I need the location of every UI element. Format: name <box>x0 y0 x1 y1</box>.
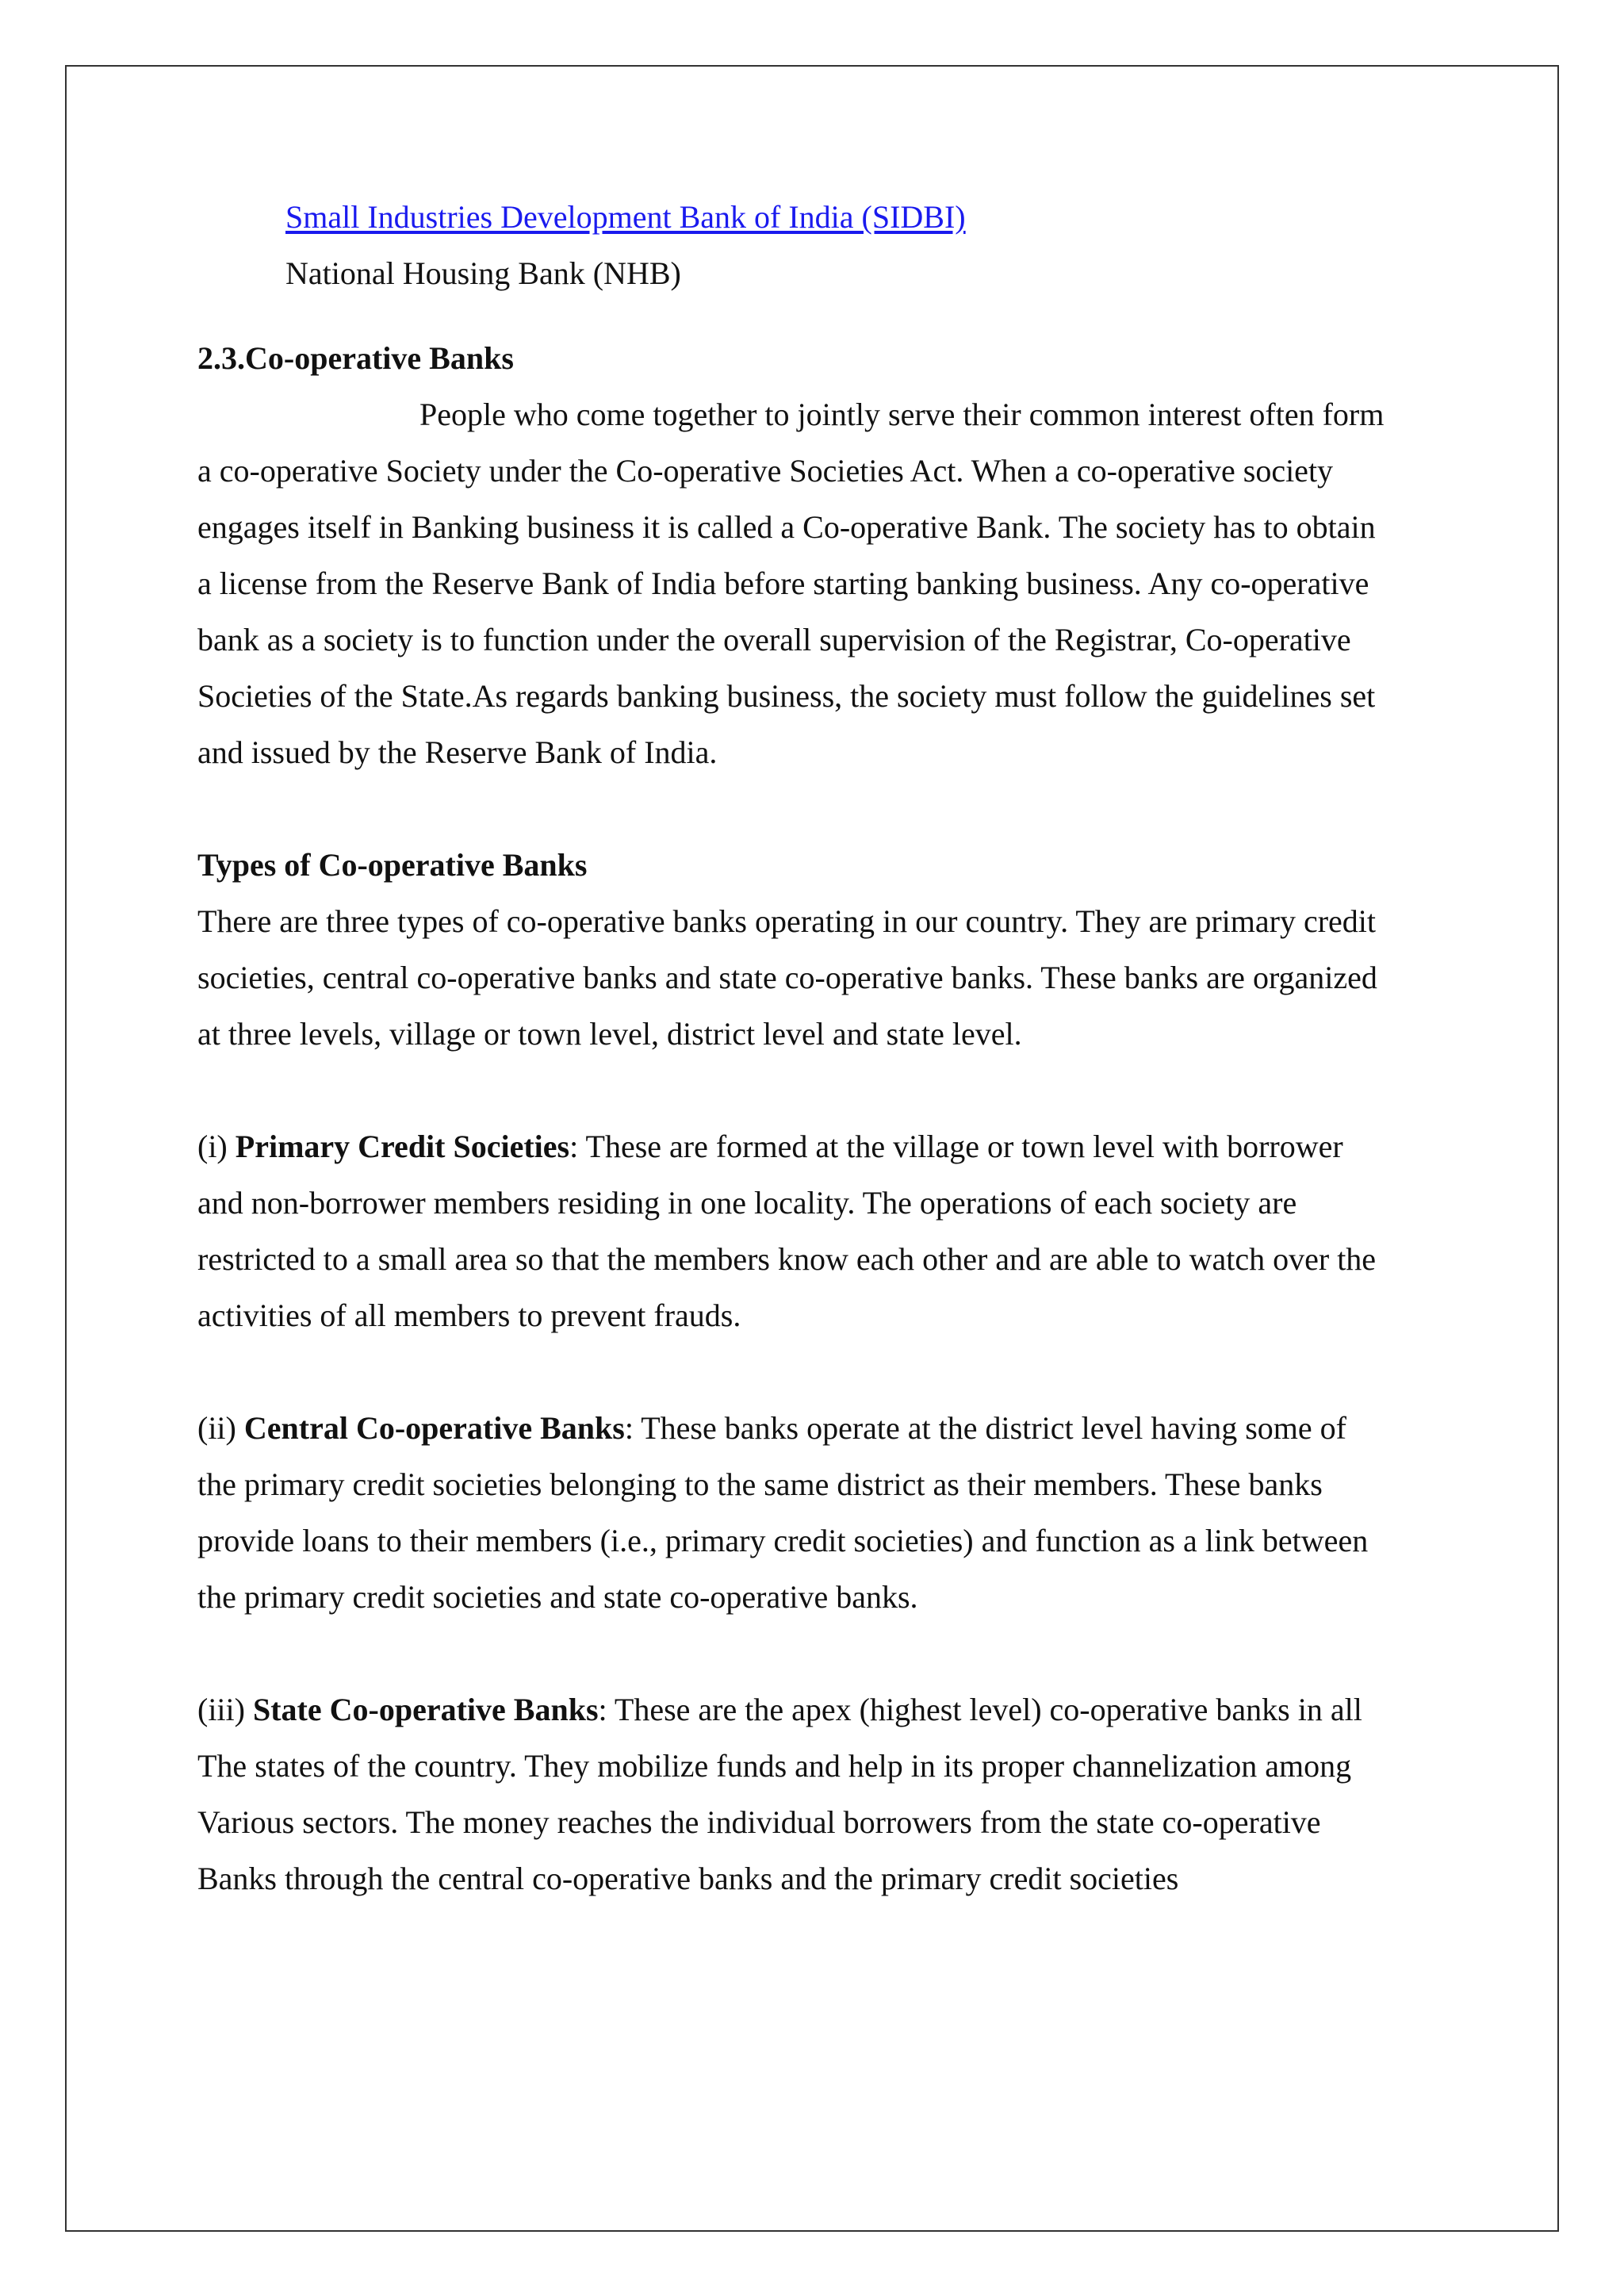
spacer <box>197 1062 1434 1118</box>
paragraph-line: bank as a society is to function under the overall supervision of the Registrar, Co-operative <box>197 622 1351 657</box>
spacer <box>197 780 1434 837</box>
types-heading: Types of Co-operative Banks <box>197 847 588 883</box>
paragraph-line: the primary credit societies belonging to the same district as their members. These banks <box>197 1466 1323 1502</box>
spacer <box>197 1625 1434 1681</box>
paragraph-line: a license from the Reserve Bank of India before starting banking business. Any co-operative <box>197 565 1369 601</box>
item-prefix: (i) <box>197 1129 236 1164</box>
paragraph-line: The states of the country. They mobilize funds and help in its proper channelization among <box>197 1748 1352 1784</box>
paragraph-line: a co-operative Society under the Co-operative Societies Act. When a co-operative society <box>197 453 1334 489</box>
document-body <box>197 189 1434 1907</box>
paragraph-line: Various sectors. The money reaches the individual borrowers from the state co-operative <box>197 1804 1321 1840</box>
sidbi-link[interactable]: Small Industries Development Bank of India (SIDBI) <box>285 199 966 235</box>
paragraph-line: the primary credit societies and state co-operative banks. <box>197 1579 918 1615</box>
paragraph-line: People who come together to jointly serve their common interest often form <box>419 397 1385 432</box>
item-prefix: (iii) <box>197 1692 253 1727</box>
item-text: : These banks operate at the district level having some of <box>624 1410 1346 1446</box>
list-item <box>285 189 1434 245</box>
paragraph-line <box>197 1681 1434 1738</box>
cooperative-banks-paragraph <box>197 386 1434 780</box>
item-term: Primary Credit Societies <box>235 1129 570 1164</box>
types-paragraph <box>197 893 1434 1062</box>
paragraph-line: Societies of the State.As regards banking business, the society must follow the guidelines set <box>197 678 1376 714</box>
bank-list <box>197 189 1434 301</box>
item-term: Central Co-operative Banks <box>243 1410 625 1446</box>
paragraph-line: and issued by the Reserve Bank of India. <box>197 734 718 770</box>
item-text: : These are formed at the village or town level with borrower <box>569 1129 1343 1164</box>
paragraph-line <box>197 1118 1434 1175</box>
item-text: : These are the apex (highest level) co-operative banks in all <box>598 1692 1362 1727</box>
list-item: National Housing Bank (NHB) <box>285 255 681 291</box>
section-heading: 2.3.Co-operative Banks <box>197 340 514 376</box>
paragraph-line: societies, central co-operative banks and state co-operative banks. These banks are organized <box>197 960 1377 995</box>
paragraph-line: There are three types of co-operative banks operating in our country. They are primary credit <box>197 903 1377 939</box>
central-banks-paragraph <box>197 1400 1434 1625</box>
item-term: State Co-operative Banks <box>252 1692 599 1727</box>
item-prefix: (ii) <box>197 1410 244 1446</box>
paragraph-line: and non-borrower members residing in one locality. The operations of each society are <box>197 1185 1297 1221</box>
paragraph-line: provide loans to their members (i.e., primary credit societies) and function as a link between <box>197 1523 1369 1558</box>
paragraph-line <box>197 1400 1434 1456</box>
primary-credit-paragraph <box>197 1118 1434 1343</box>
spacer <box>197 1343 1434 1400</box>
state-banks-paragraph <box>197 1681 1434 1907</box>
paragraph-line: activities of all members to prevent frauds. <box>197 1297 741 1333</box>
paragraph-line: at three levels, village or town level, district level and state level. <box>197 1016 1022 1052</box>
paragraph-line: engages itself in Banking business it is called a Co-operative Bank. The society has to obtain <box>197 509 1376 545</box>
paragraph-line: Banks through the central co-operative banks and the primary credit societies <box>197 1861 1179 1896</box>
paragraph-line: restricted to a small area so that the members know each other and are able to watch over the <box>197 1241 1377 1277</box>
